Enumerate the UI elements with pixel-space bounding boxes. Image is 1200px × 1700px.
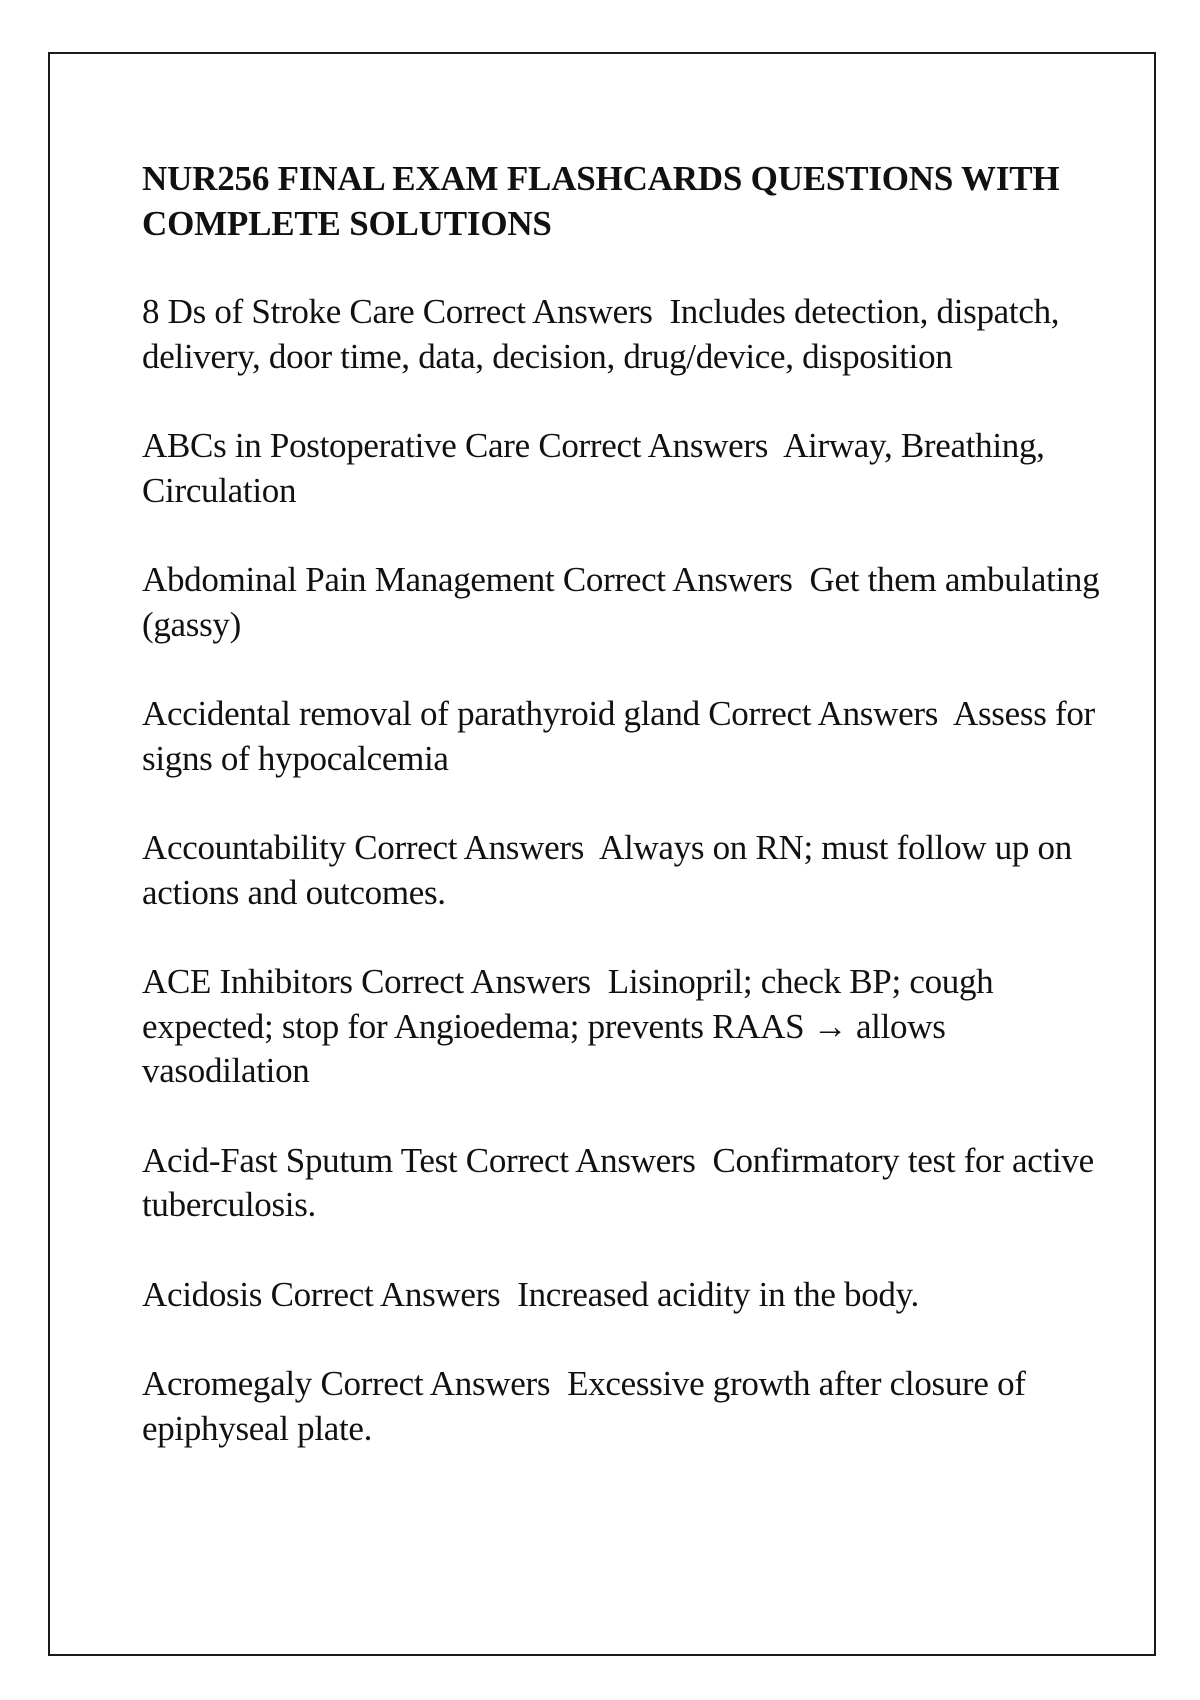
answer-marker: Correct Answers: [538, 426, 769, 465]
flashcard-term: 8 Ds of Stroke Care: [142, 292, 415, 331]
flashcard-term: Acidosis: [142, 1274, 263, 1314]
document-body: [142, 156, 1102, 1496]
flashcard-answer: Confirmatory test for active tuberculosis.: [142, 1140, 1094, 1224]
document-title: NUR256 FINAL EXAM FLASHCARDS QUESTIONS WITH COMPLETE SOLUTIONS: [142, 159, 1060, 243]
flashcard-term: ABCs in Postoperative Care: [142, 426, 530, 465]
flashcard: [142, 424, 1102, 513]
answer-marker: Correct Answers: [465, 1140, 696, 1180]
flashcard: [142, 1139, 1102, 1228]
flashcard-term: Accidental removal of parathyroid gland: [142, 694, 700, 733]
answer-marker: Correct Answers: [361, 962, 591, 1001]
flashcard: [142, 960, 1102, 1094]
flashcard: [142, 826, 1102, 915]
flashcard-answer: Assess for signs of hypocalcemia: [142, 694, 1095, 778]
answer-marker: Correct Answers: [354, 828, 585, 867]
flashcard: [142, 1362, 1102, 1451]
flashcard-answer: Get them ambulating (gassy): [142, 560, 1100, 644]
flashcard: [142, 290, 1102, 379]
flashcard: [142, 692, 1102, 781]
flashcard-answer: Lisinopril; check BP; cough expected; stop for Angioedema; prevents RAAS → allows vasodilation: [142, 962, 994, 1090]
flashcard-term: Accountability: [142, 828, 346, 867]
flashcard-term: ACE Inhibitors: [142, 962, 353, 1001]
answer-marker: Correct Answers: [562, 560, 793, 599]
flashcard-answer: Excessive growth after closure of epiphyseal plate.: [142, 1364, 1026, 1448]
answer-marker: Correct Answers: [708, 694, 939, 733]
flashcard-term: Acid-Fast Sputum Test: [142, 1140, 458, 1180]
answer-marker: Correct Answers: [270, 1274, 501, 1314]
flashcard-answer: Airway, Breathing, Circulation: [142, 426, 1045, 510]
flashcard: [142, 558, 1102, 647]
flashcard-answer: Increased acidity in the body.: [517, 1274, 920, 1314]
flashcard-answer: Includes detection, dispatch, delivery, door time, data, decision, drug/device, disposition: [142, 292, 1060, 376]
flashcard-term: Abdominal Pain Management: [142, 560, 555, 599]
answer-marker: Correct Answers: [422, 292, 653, 331]
answer-marker: Correct Answers: [320, 1364, 551, 1403]
flashcard-answer: Always on RN; must follow up on actions and outcomes.: [142, 828, 1072, 912]
flashcard: [142, 1273, 1102, 1318]
flashcard-term: Acromegaly: [142, 1364, 312, 1403]
